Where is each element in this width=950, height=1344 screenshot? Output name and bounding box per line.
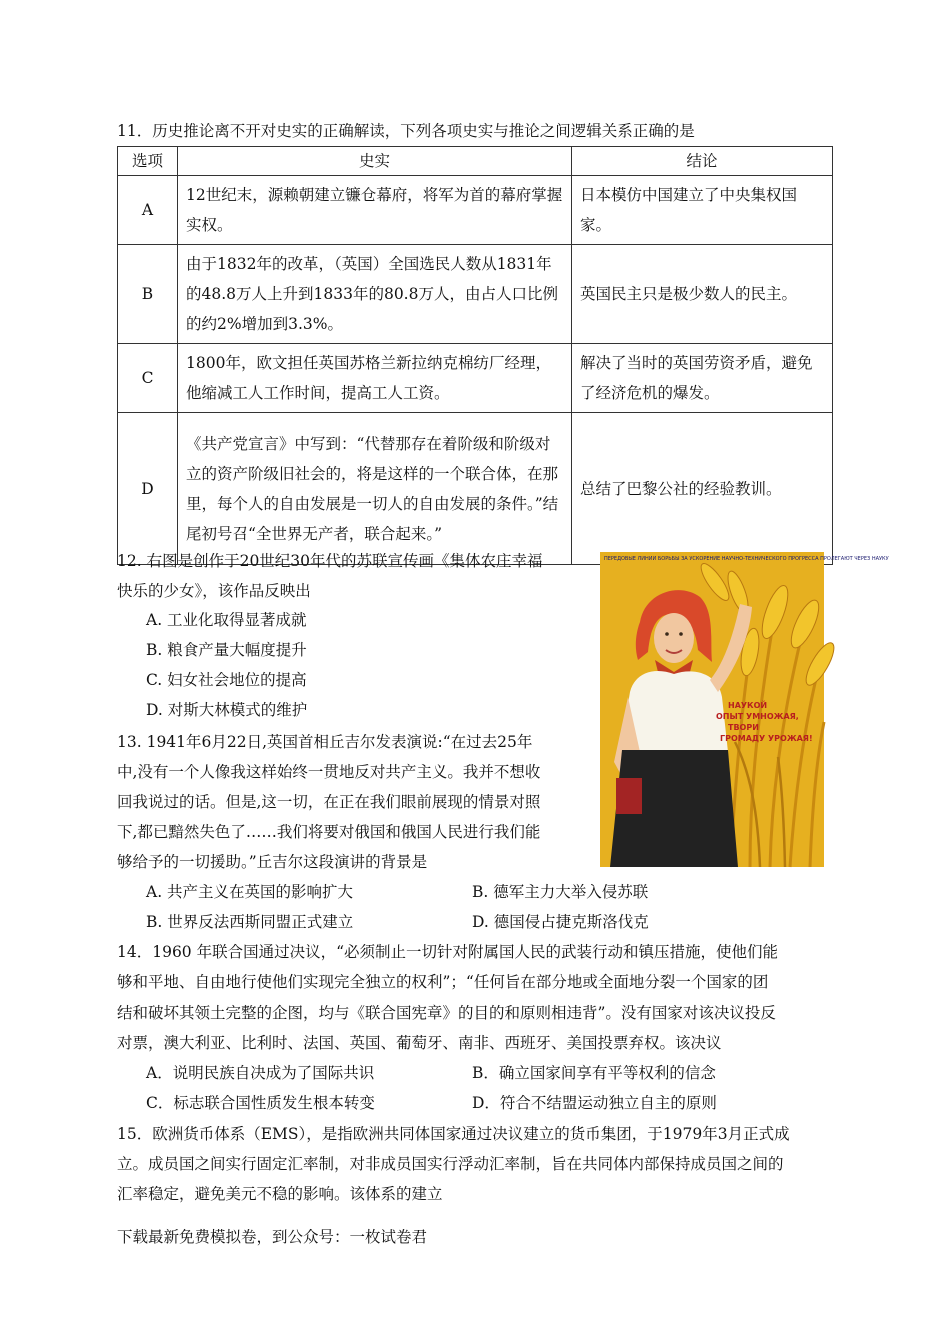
option-cell: D [118, 413, 178, 565]
fact-cell: 《共产党宣言》中写到：“代替那存在着阶级和阶级对立的资产阶级旧社会的，将是这样的一个联合体，在那里，每个人的自由发展是一切人的自由发展的条件。”结尾初号召“全世界无产者，联合起来。” [178, 413, 572, 565]
poster-slogan-1: НАУКОЙ [728, 701, 768, 710]
conclusion-cell: 解决了当时的英国劳资矛盾，避免了经济危机的爆发。 [572, 344, 833, 413]
soviet-poster-image [600, 552, 889, 867]
q15-stem-line: 立。成员国之间实行固定汇率制，对非成员国实行浮动汇率制，旨在共同体内部保持成员国之间的 [117, 1155, 784, 1173]
table-row [118, 413, 833, 565]
q14-stem-line: 结和破坏其领土完整的企图，均与《联合国宪章》的目的和原则相违背”。没有国家对该决议投反 [117, 1004, 776, 1022]
q11-stem: 11．历史推论离不开对史实的正确解读，下列各项史实与推论之间逻辑关系正确的是 [117, 122, 695, 140]
q12-option-b: B. 粮食产量大幅度提升 [146, 641, 307, 659]
q12-option-a: A. 工业化取得显著成就 [146, 611, 307, 629]
fact-cell: 1800年，欧文担任英国苏格兰新拉纳克棉纺厂经理，他缩减工人工作时间，提高工人工资。 [178, 344, 572, 413]
poster-slogan-4: ГРОМАДУ УРОЖАЯ! [720, 734, 813, 743]
conclusion-cell: 日本模仿中国建立了中央集权国家。 [572, 176, 833, 245]
q13-option-a: A. 共产主义在英国的影响扩大 [146, 883, 354, 901]
q14-option-b: B．确立国家间享有平等权利的信念 [472, 1064, 716, 1082]
option-cell: B [118, 245, 178, 344]
option-cell: C [118, 344, 178, 413]
q13-stem-line: 够给予的一切援助。”丘吉尔这段演讲的背景是 [117, 853, 428, 871]
header-option: 选项 [118, 147, 178, 176]
q13-stem-line: 下,都已黯然失色了……我们将要对俄国和俄国人民进行我们能 [117, 823, 541, 841]
q15-stem-line: 汇率稳定，避免美元不稳的影响。该体系的建立 [117, 1185, 443, 1203]
table-row [118, 245, 833, 344]
q15-stem-line: 15．欧洲货币体系（EMS），是指欧洲共同体国家通过决议建立的货币集团，于1979年3月正式成 [117, 1125, 790, 1143]
q13-stem-line: 回我说过的话。但是,这一切，在正在我们眼前展现的情景对照 [117, 793, 541, 811]
q14-option-d: D．符合不结盟运动独立自主的原则 [472, 1094, 717, 1112]
q11-table [117, 146, 833, 565]
conclusion-cell: 总结了巴黎公社的经验教训。 [572, 413, 833, 565]
q14-stem-line: 够和平地、自由地行使他们实现完全独立的权利”；“任何旨在部分地或全面地分裂一个国家的团 [117, 973, 769, 991]
q12-stem-line: 12. 右图是创作于20世纪30年代的苏联宣传画《集体农庄幸福 [117, 552, 543, 570]
poster-illustration [600, 552, 889, 867]
header-fact: 史实 [178, 147, 572, 176]
table-header-row [118, 147, 833, 176]
fact-cell: 由于1832年的改革，（英国）全国选民人数从1831年的48.8万人上升到1833年的80.8万人，由占人口比例的约2%增加到3.3%。 [178, 245, 572, 344]
q13-stem-line: 中,没有一个人像我这样始终一贯地反对共产主义。我并不想收 [117, 763, 541, 781]
page-footer: 下载最新免费模拟卷，到公众号：一枚试卷君 [117, 1228, 428, 1246]
q13-option-d: D. 德国侵占捷克斯洛伐克 [472, 913, 649, 931]
q14-stem-line: 14．1960 年联合国通过决议，“必须制止一切针对附属国人民的武装行动和镇压措施，使他们能 [117, 943, 779, 961]
q12-option-c: C. 妇女社会地位的提高 [146, 671, 307, 689]
q14-option-a: A．说明民族自决成为了国际共识 [146, 1064, 375, 1082]
q14-stem-line: 对票，澳大利亚、比利时、法国、英国、葡萄牙、南非、西班牙、美国投票弃权。该决议 [117, 1034, 722, 1052]
poster-top-text: ПЕРЕДОВЫЕ ЛИНИИ БОРЬБЫ ЗА УСКОРЕНИЕ НАУЧНО-ТЕХНИЧЕСКОГО ПРОГРЕССА ПРОЛЕГАЮТ ЧЕРЕЗ НАУКУ [604, 556, 889, 562]
q12-option-d: D. 对斯大林模式的维护 [146, 701, 308, 719]
q13-option-b: B. 德军主力大举入侵苏联 [472, 883, 649, 901]
poster-slogan-3: ТВОРИ [728, 723, 759, 732]
header-conclusion: 结论 [572, 147, 833, 176]
fact-cell: 12世纪末，源赖朝建立镰仓幕府，将军为首的幕府掌握实权。 [178, 176, 572, 245]
table-row [118, 344, 833, 413]
poster-slogan-2: ОПЫТ УМНОЖАЯ, [716, 712, 799, 721]
option-cell: A [118, 176, 178, 245]
conclusion-cell: 英国民主只是极少数人的民主。 [572, 245, 833, 344]
q13-stem-line: 13. 1941年6月22日,英国首相丘吉尔发表演说:“在过去25年 [117, 733, 533, 751]
q12-stem-line: 快乐的少女》，该作品反映出 [117, 582, 311, 600]
q14-option-c: C．标志联合国性质发生根本转变 [146, 1094, 375, 1112]
table-row [118, 176, 833, 245]
q13-option-c: B. 世界反法西斯同盟正式建立 [146, 913, 354, 931]
